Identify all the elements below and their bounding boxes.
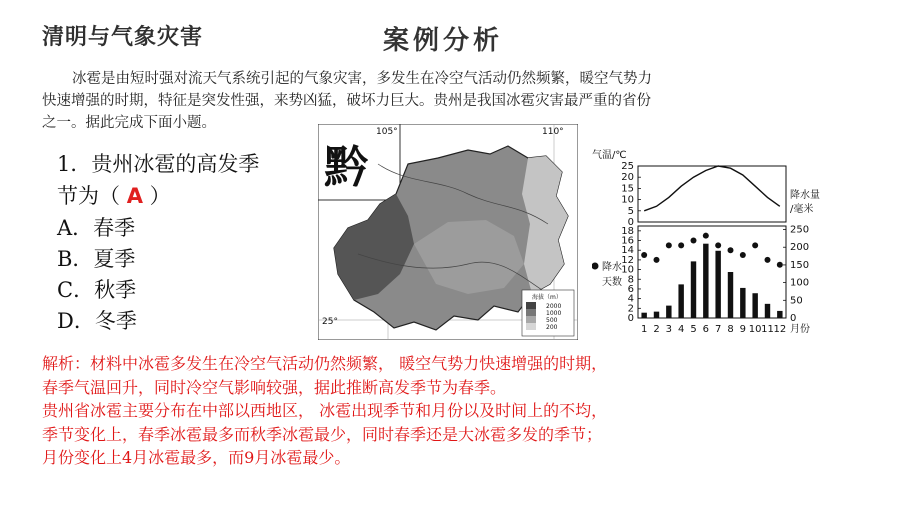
temp-tick-label: 10: [621, 194, 634, 206]
lon-label-105: 105°: [376, 127, 398, 137]
precip-bar: [740, 288, 745, 318]
intro-line-3: 之一。据此完成下面小题。: [42, 115, 216, 131]
option-a: A．春季: [57, 216, 136, 240]
legend-level: 200: [546, 324, 558, 331]
question-stem-2: [57, 180, 171, 210]
temp-tick-label: 15: [621, 183, 634, 195]
month-tick-label: 9: [739, 324, 747, 335]
rain-days-point: [678, 242, 684, 248]
rain-days-point: [703, 233, 709, 239]
precip-bar: [703, 244, 708, 318]
analysis-line-3: 贵州省冰雹主要分布在中部以西地区， 冰雹出现季节和月份以及时间上的不均，: [42, 401, 608, 420]
precip-bar: [678, 284, 683, 318]
option-b: B．夏季: [57, 247, 136, 271]
analysis-line-1: 解析：材料中冰雹多发生在冷空气活动仍然频繁， 暖空气势力快速增强的时期，: [42, 354, 608, 373]
rain-days-point: [691, 238, 697, 244]
days-tick-label: 10: [621, 264, 634, 276]
legend-title: 海拔（m）: [532, 294, 562, 301]
precip-tick-label: 50: [790, 295, 803, 307]
days-tick-label: 16: [621, 235, 634, 247]
precip-bar: [728, 272, 733, 318]
rain-days-point: [777, 262, 783, 268]
precip-bar: [765, 304, 770, 318]
precip-panel: [638, 226, 786, 318]
rain-days-point: [728, 247, 734, 253]
precip-tick-label: 250: [790, 224, 810, 236]
analysis-line-4: 季节变化上，春季冰雹最多而秋季冰雹最少，同时春季还是大冰雹多发的季节；: [42, 424, 603, 444]
days-tick-label: 12: [621, 254, 634, 266]
month-tick-label: 10: [748, 324, 762, 335]
title-right: 案例分析: [383, 26, 504, 56]
rain-days-point: [752, 242, 758, 248]
precip-bar: [715, 251, 720, 318]
temp-tick-label: 5: [627, 205, 634, 217]
month-tick-label: 1: [640, 324, 648, 335]
temp-tick-label: 0: [627, 217, 634, 228]
question-stem-2b: ）: [149, 184, 171, 208]
question-stem-1: 1．贵州冰雹的高发季: [57, 152, 260, 176]
month-tick-label: 8: [727, 324, 734, 335]
temperature-line: [644, 166, 780, 211]
month-tick-label: 7: [714, 324, 722, 335]
days-tick-label: 0: [627, 313, 634, 324]
question-stem-2a: 节为（: [57, 184, 120, 208]
precip-bar: [777, 311, 782, 318]
intro-line-1: 冰雹是由短时强对流天气系统引起的气象灾害，多发生在冷空气活动仍然频繁，暖空气势力: [72, 71, 652, 87]
rain-days-point: [641, 252, 647, 258]
month-tick-label: 2: [653, 324, 660, 335]
precip-axis-label-2: /毫米: [790, 204, 814, 215]
rain-days-point: [740, 252, 746, 258]
temp-tick-label: 25: [621, 161, 634, 172]
days-tick-label: 8: [627, 274, 634, 286]
lat-label-25: 25°: [322, 317, 338, 327]
precip-tick-label: 150: [790, 259, 810, 271]
inset-glyph: 黔: [324, 142, 368, 193]
precip-bar: [654, 312, 659, 318]
days-tick-label: 4: [627, 293, 634, 305]
answer-mark: A: [126, 184, 143, 208]
legend-level: 1000: [546, 310, 562, 317]
precip-bar: [641, 313, 646, 318]
analysis-block: [42, 352, 872, 470]
month-tick-label: 11: [761, 324, 774, 335]
temp-axis-label: 气温/℃: [592, 150, 627, 161]
days-tick-label: 18: [621, 225, 634, 237]
guizhou-relief-map: [318, 124, 578, 340]
precip-tick-label: 0: [790, 313, 797, 324]
legend-dot: [592, 263, 599, 270]
precip-bar: [752, 293, 757, 318]
month-tick-label: 5: [690, 324, 697, 335]
days-tick-label: 14: [621, 245, 634, 257]
option-c: C．秋季: [57, 278, 137, 302]
month-tick-label: 3: [665, 324, 673, 335]
month-tick-label: 12: [773, 324, 787, 335]
intro-line-2: 快速增强的时期，特征是突发性强，来势凶猛，破坏力巨大。贵州是我国冰雹灾害最严重的省份: [42, 93, 651, 109]
month-tick-label: 4: [677, 324, 685, 335]
option-d: D．冬季: [57, 309, 137, 333]
analysis-line-2: 春季气温回升，同时冷空气影响较强，据此推断高发季节为春季。: [42, 377, 507, 397]
precip-tick-label: 100: [790, 277, 810, 289]
climate-chart: [592, 146, 822, 342]
precip-bar: [691, 261, 696, 318]
rain-days-point: [654, 257, 660, 263]
precip-tick-label: 200: [790, 242, 810, 254]
month-tick-label: 6: [702, 324, 710, 335]
analysis-line-5: 月份变化上4月冰雹最多，而9月冰雹最少。: [42, 448, 351, 467]
days-label-2: 天数: [602, 277, 622, 288]
title-left: 清明与气象灾害: [42, 25, 204, 50]
rain-days-point: [765, 257, 771, 263]
precip-bar: [666, 306, 671, 318]
legend-level: 2000: [546, 303, 562, 310]
elevation-legend: [522, 290, 574, 336]
days-tick-label: 2: [627, 303, 634, 315]
precip-axis-label-1: 降水量: [790, 190, 820, 201]
xlabel-suffix: 月份: [790, 324, 810, 335]
rain-days-point: [666, 242, 672, 248]
days-label-1: 降水: [602, 262, 622, 273]
days-tick-label: 6: [627, 283, 634, 295]
rain-days-point: [715, 242, 721, 248]
lon-label-110: 110°: [542, 127, 564, 137]
temp-tick-label: 20: [621, 172, 634, 184]
legend-level: 500: [546, 317, 558, 324]
